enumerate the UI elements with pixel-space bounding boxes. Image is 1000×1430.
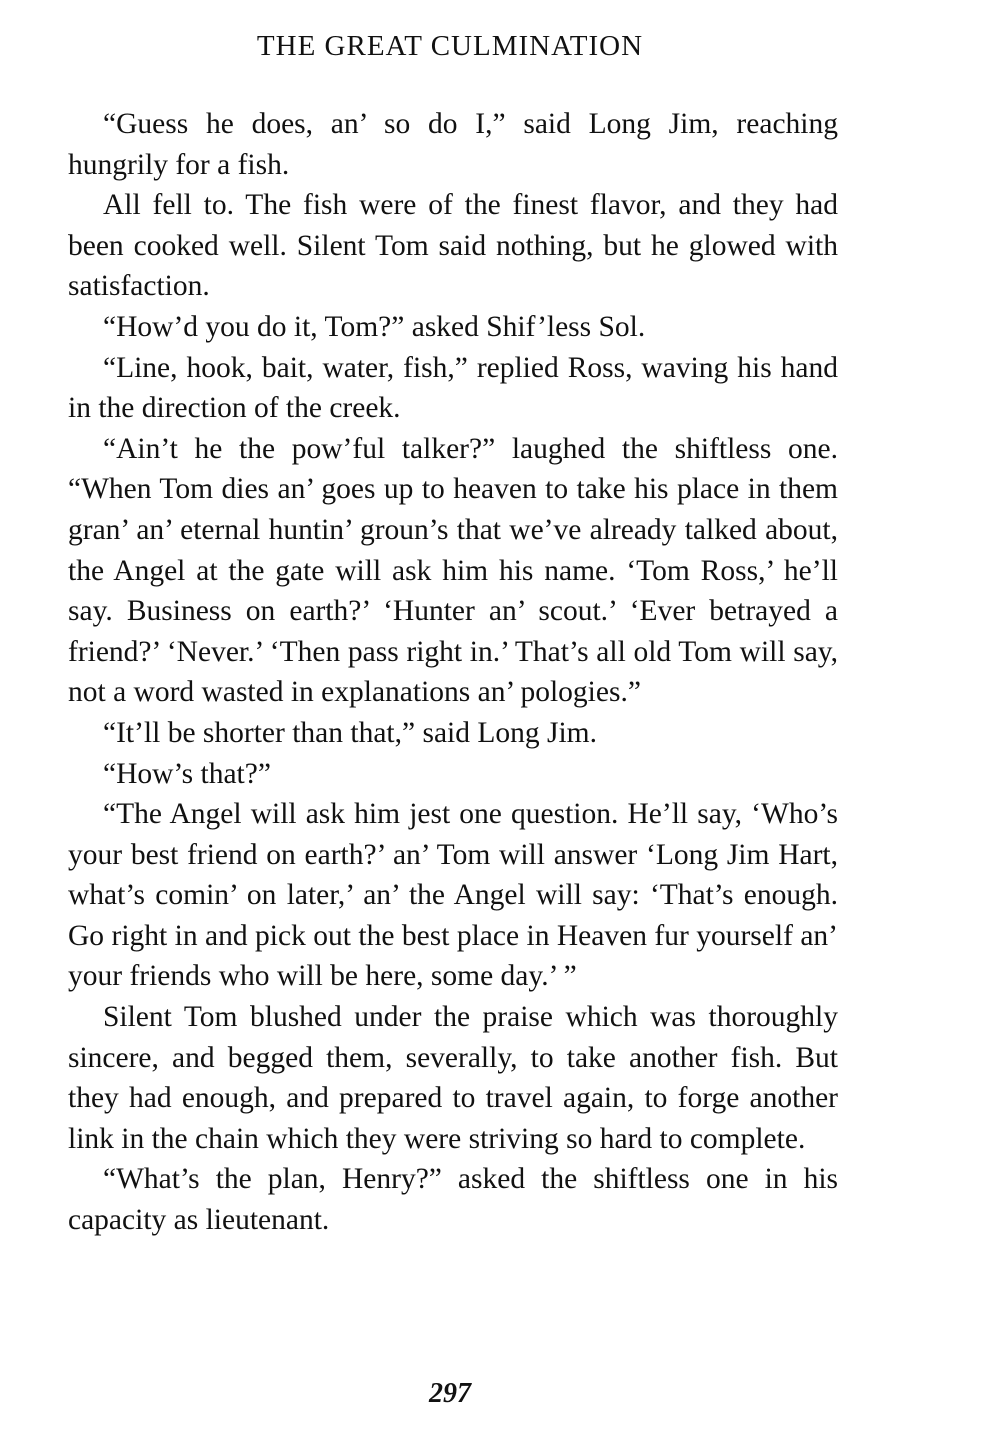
paragraph: “How’s that?”: [103, 757, 271, 790]
running-head: THE GREAT CULMINATION: [256, 30, 644, 62]
body-text: [68, 104, 838, 1241]
paragraph: “What’s the plan, Henry?” asked the shiftless one in his capacity as lieutenant.: [68, 1163, 838, 1237]
paragraph: “Line, hook, bait, water, fish,” replied Ross, waving his hand in the direction of the creek.: [68, 351, 838, 425]
paragraph: “How’d you do it, Tom?” asked Shif’less Sol.: [103, 310, 646, 343]
paragraph: “The Angel will ask him jest one question. He’ll say, ‘Who’s your best friend on earth?’ an’ Tom will answer ‘Long Jim Hart, what’s comin’ on later,’ an’ the Angel will say: ‘That’s enough. Go right in and pick out the best place in Heaven fur yourself an’ your friends who will be here, some day.’ ”: [68, 798, 838, 993]
paragraph: “Guess he does, an’ so do I,” said Long Jim, reaching hungrily for a fish.: [68, 108, 838, 181]
paragraph: All fell to. The fish were of the finest flavor, and they had been cooked well. Silent Tom said nothing, but he glowed with satisfaction.: [68, 189, 838, 303]
paragraph: Silent Tom blushed under the praise which was thoroughly sincere, and begged them, severally, to take another fish. But they had enough, and prepared to travel again, to forge another link in the chain which they were striving so hard to complete.: [68, 1001, 838, 1155]
paragraph: “Ain’t he the pow’ful talker?” laughed the shiftless one. “When Tom dies an’ goes up to heaven to take his place in them gran’ an’ eternal huntin’ groun’s that we’ve already talked about, the Angel at the gate will ask him his name. ‘Tom Ross,’ he’ll say. Business on earth?’ ‘Hunter an’ scout.’ ‘Ever betrayed a friend?’ ‘Never.’ ‘Then pass right in.’ That’s all old Tom will say, not a word wasted in explanations an’ pologies.”: [68, 432, 838, 709]
paragraph: “It’ll be shorter than that,” said Long Jim.: [103, 716, 597, 749]
page-number: 297: [429, 1378, 471, 1409]
